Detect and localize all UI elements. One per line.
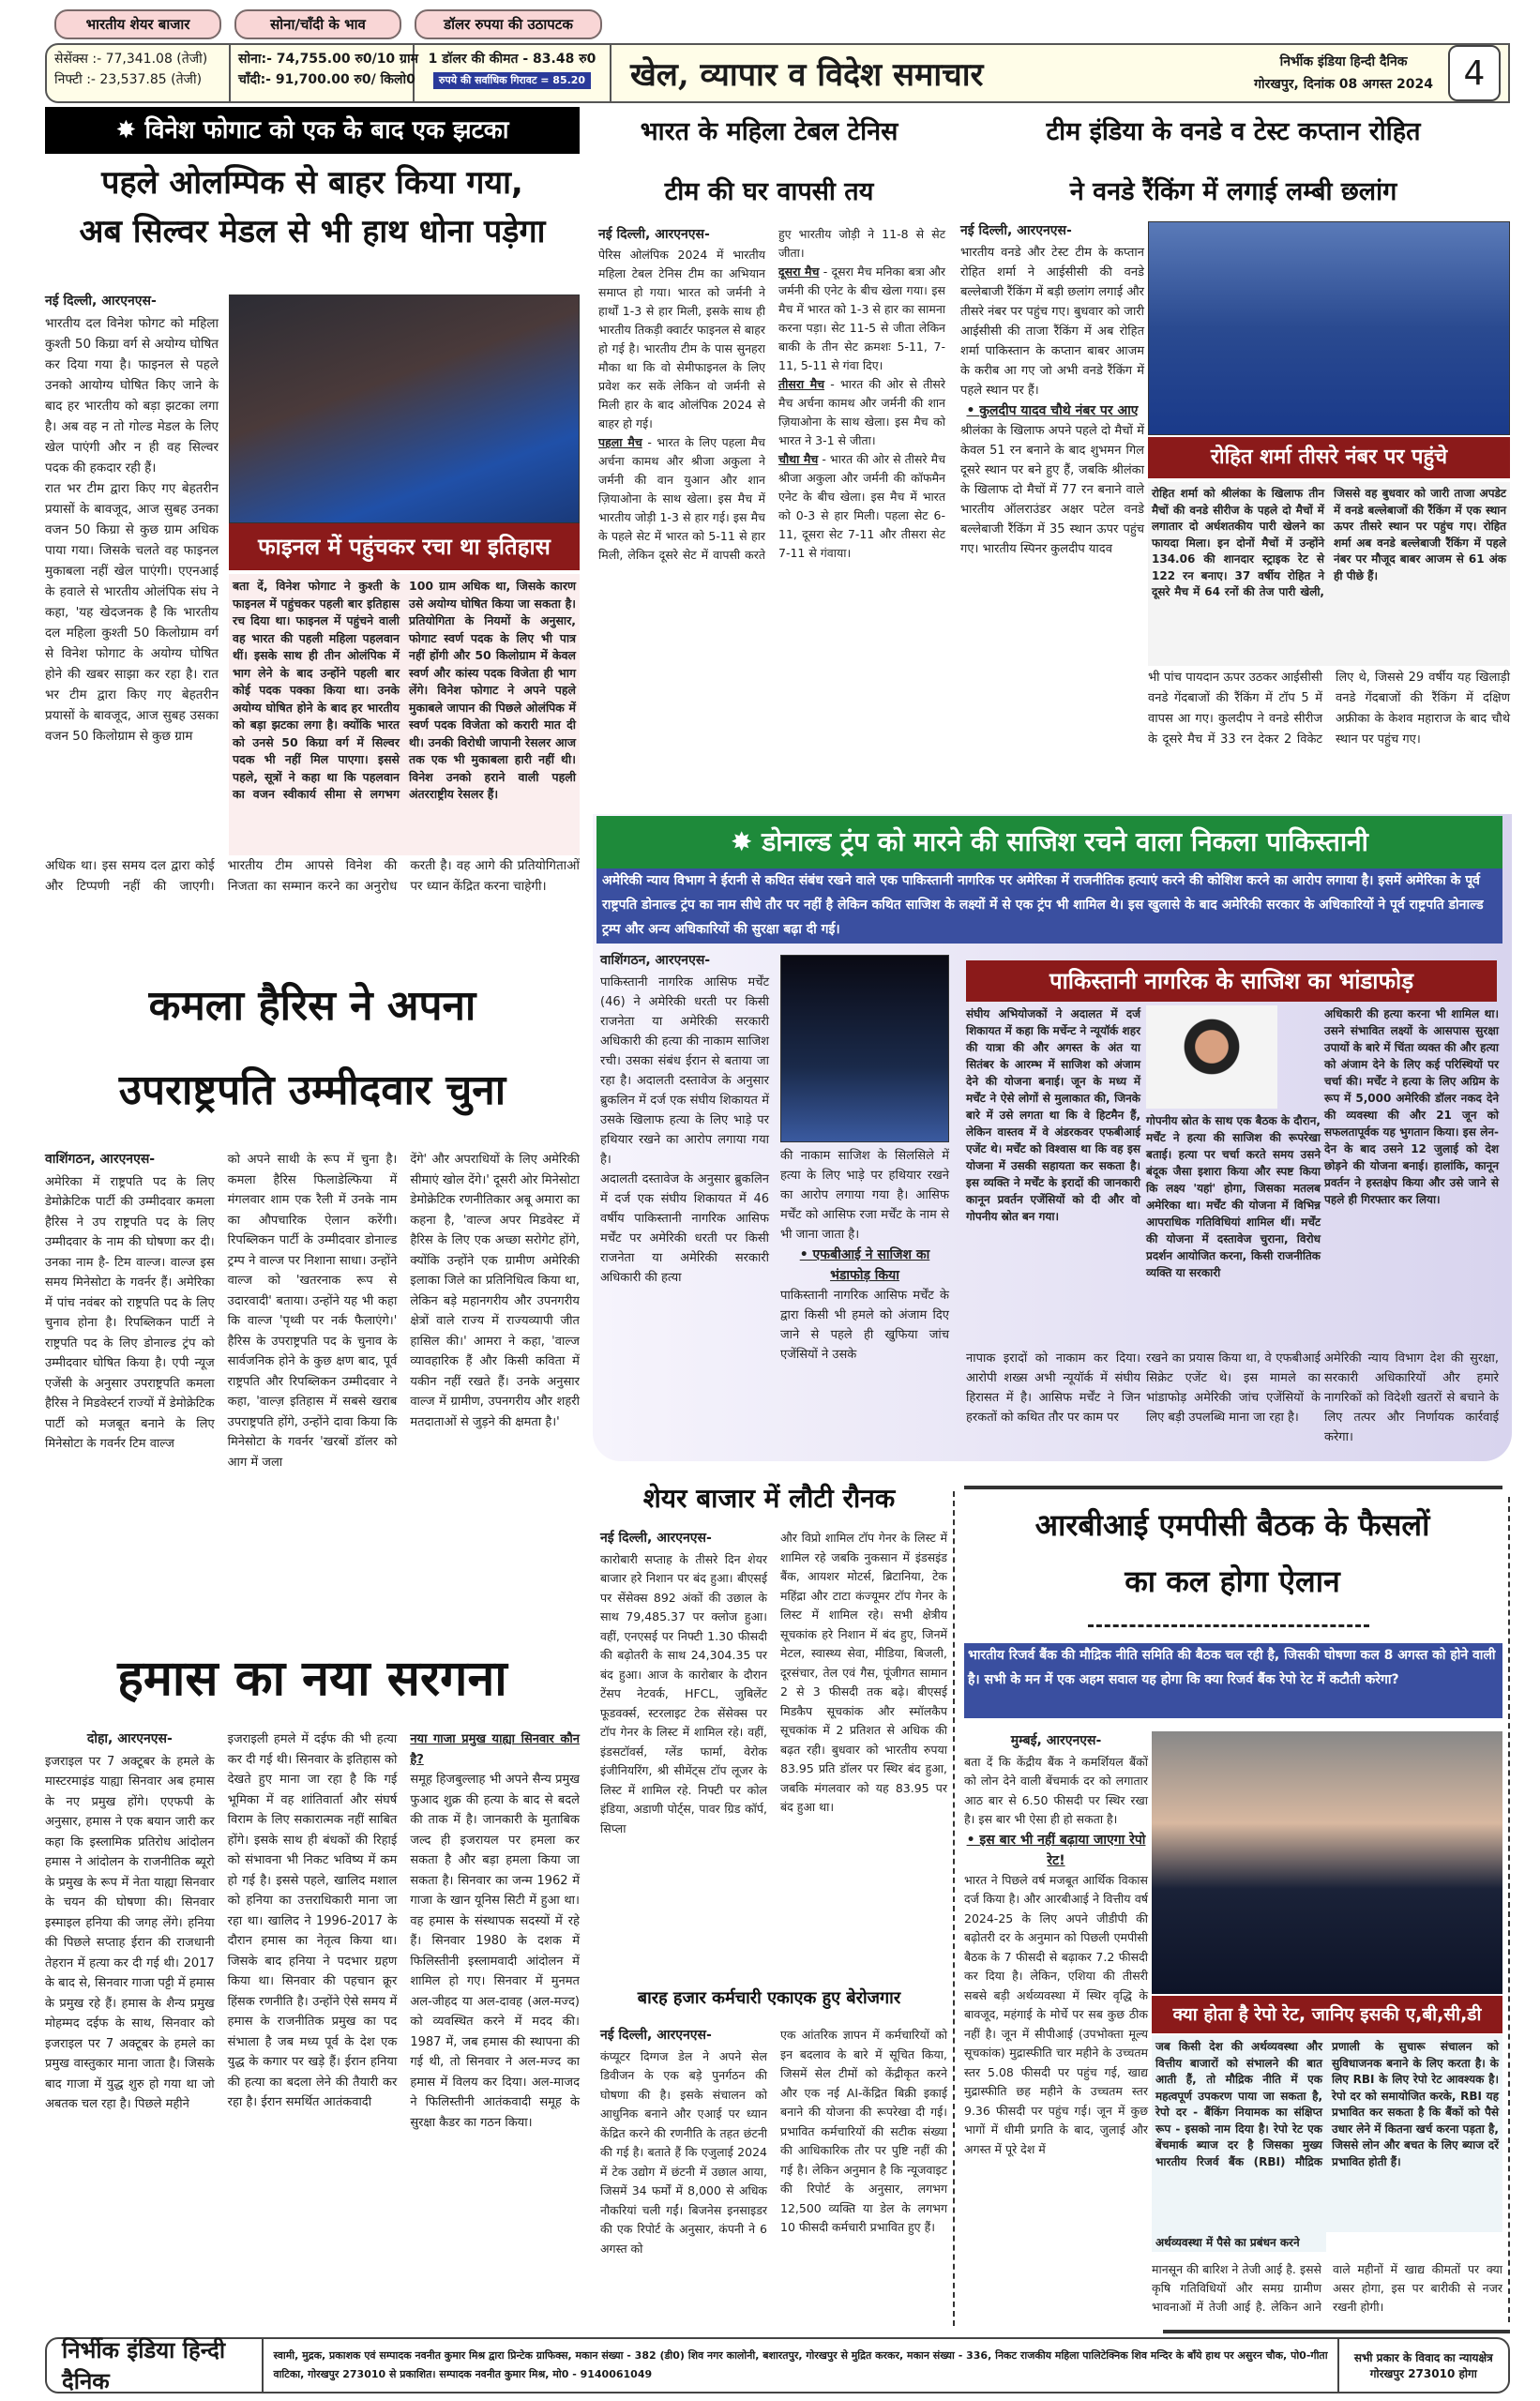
rbi-headline-1: आरबीआई एमपीसी बैठक के फैसलों xyxy=(1034,1507,1430,1543)
rbi-tail: मानसून की बारिश ने तेजी आई है. इससे कृषि गतिविधियों और समग्र ग्रामीण भावनाओं में तेजी आई है. लेकिन आने वाले महीनों में खाद्य कीमतों पर क्या असर होगा, इस पर बारीकी से नजर रखनी होगी। xyxy=(1152,2262,1502,2314)
rbi-para-2: भारत ने पिछले वर्ष मजबूत आर्थिक विकास दर्ज किया है। और आरबीआई ने वित्तीय वर्ष 2024-25 के लिए अपने जीडीपी की बढ़ोतरी दर के अनुमान को पिछली एमपीसी बैठक के 7 फीसदी से बढ़ाकर 7.2 फीसदी कर दिया है। लेकिन, एशिया की तीसरी सबसे बड़ी अर्थव्यवस्था में स्थिर वृद्धि के बावजूद, महंगाई के मोर्चे पर सब कुछ ठीक नहीं है। जून में सीपीआई (उपभोक्ता मूल्य सूचकांक) मुद्रास्फीति चार महीने के उच्चतम स्तर 5.08 फीसदी पर पहुंच गई, खाद्य मुद्रास्फीति छह महीने के उच्चतम स्तर 9.36 फीसदी पर पहुंच गई। जून में कुछ भागों में धीमी प्रगति के बाद, जुलाई और अगस्त में पूरे देश में xyxy=(964,1872,1148,2156)
rbi-photo-caption: क्या होता है रेपो रेट, जानिए इसकी ए,बी,सी,डी xyxy=(1152,1996,1502,2033)
kamala-para-2: को अपने साथी के रूप में चुना है। कमला हैरिस फिलाडेल्फिया में मंगलवार शाम एक रैली में उनके नाम का औपचारिक ऐलान करेंगी। रिपब्लिकन पार्टी के उम्मीदवार डोनाल्ड ट्रम्प ने वाल्ज पर निशाना साधा। उन्होंने वाल्ज को 'खतरनाक रूप से उदारवादी' बताया। उन्होंने यह भी कहा कि वाल्ज 'पृथ्वी पर नर्क फैलाएंगे।' हैरिस के उपराष्ट्रपति पद के चुनाव के सार्वजनिक होने के कुछ क्षण बाद, पूर्व राष्ट्रपति और रिपब्लिकन उम्मीदवार ने कहा, 'वाल्ज़ इतिहास में सबसे खराब उपराष्ट्रपति होंगे, उन्होंने दावा किया कि मिनेसोटा के गवर्नर 'खरबों डॉलर को आग में जला xyxy=(227,1153,398,1470)
trump-banner: ✸ डोनाल्ड ट्रंप को मारने की साजिश रचने वाला निकला पाकिस्तानी xyxy=(596,816,1502,868)
rbi-governor-photo xyxy=(1152,1731,1502,1994)
rbi-para-1: बता दें कि केंद्रीय बैंक ने कमर्शियल बैंकों को लोन देने वाली बेंचमार्क दर को लगातार आठ बार से 6.50 फीसदी पर स्थिर रखा है। इस बार भी ऐसा ही हो सकता है। xyxy=(964,1754,1148,1826)
market-para-2: और विप्रो शामिल टॉप गेनर के लिस्ट में शामिल रहे जबकि नुकसान में इंडसइंड बैंक, आयशर मोटर्स, ब्रिटानिया, टेक महिंद्रा और टाटा कंज्यूमर टॉप गेनर के लिस्ट में शामिल रहे। सभी क्षेत्रीय सूचकांक हरे निशान में बंद हुए, जिनमें मेटल, स्वास्थ्य सेवा, मीडिया, बिजली, दूरसंचार, तेल एवं गैस, पूंजीगत सामान 2 से 3 फीसदी तक बढ़े। बीएसई मिडकैप सूचकांक और स्मॉलकैप सूचकांक में 2 प्रतिशत से अधिक की बढ़त रही। बुधवार को भारतीय रुपया 83.95 प्रति डॉलर पर स्थिर बंद हुआ, जबकि मंगलवार को यह 83.95 पर बंद हुआ था। xyxy=(780,1531,947,1814)
trump-para-4: पाकिस्तानी नागरिक आसिफ मर्चेंट के द्वारा किसी भी हमले को अंजाम दिए जाने से पहले ही खुफिया जांच एजेंसियों ने उसके xyxy=(780,1289,949,1362)
layoffs-para-1: कंप्यूटर दिग्गज डेल ने अपने सेल डिवीजन के एक बड़े पुनर्गठन की घोषणा की है। इसके संचालन को आधुनिक बनाने और एआई पर ध्यान केंद्रित करने की रणनीति के तहत छंटनी की गई है। बताते हैं कि एजुलाई 2024 में टेक उद्योग में छंटनी में उछाल आया, जिसमें 34 फर्मों में 8,000 से अधिक नौकरियां चली गईं। बिजनेस इनसाइडर की एक रिपोर्ट के अनुसार, कंपनी ने 6 अगस्त को xyxy=(600,2048,767,2256)
hamas-dateline: दोहा, आरएनएस- xyxy=(86,1731,173,1746)
nifty-value: निफ्टी :- 23,537.85 (तेजी) xyxy=(54,72,203,87)
trump-summary: अमेरिकी न्याय विभाग ने ईरानी से कथित संबंध रखने वाले एक पाकिस्तानी नागरिक पर अमेरिका में राजनीतिक हत्याएं करने की कोशिश करने का आरोप लगाया है। इसमें अमेरिका के पूर्व राष्ट्रपति डोनाल्ड ट्रंप का नाम सीधे तौर पर नहीं है लेकिन कथित साजिश के लक्ष्यों में से एक ट्रंप भी शामिल थे। इस खुलासे के बाद अमेरिकी सरकार के अधिकारियों ने पूर्व राष्ट्रपति डोनाल्ड ट्रम्प और अन्य अधिकारियों की सुरक्षा बढ़ा दी गई। xyxy=(596,868,1502,944)
vinesh-tail: अधिक था। इस समय दल द्वारा कोई और टिप्पणी नहीं की जाएगी। भारतीय टीम आपसे विनेश की निजता का सम्मान करने का अनुरोध करती है। वह आगे की प्रतियोगिताओं पर ध्यान केंद्रित करना चाहेगी। xyxy=(45,858,580,894)
hamas-para-3: समूह हिजबुल्लाह भी अपने सैन्य प्रमुख फुआद शुक्र की हत्या के बाद से बदले की ताक में है। जानकारी के मुताबिक जल्द ही इजरायल पर हमला कर सकता है और बड़ा हमला किया जा सकता है। सिनवार का जन्म 1962 में गाजा के खान यूनिस सिटी में हुआ था। वह हमास के संस्थापक सदस्यों में रहे हैं। सिनवार 1980 के दशक में फिलिस्तीनी इस्लामवादी आंदोलन में शामिल हो गए। सिनवार में मुनमत अल-जीहद या अल-दावह (अल-मज्द) को व्यवस्थित करने में मदद की। 1987 में, जब हमास की स्थापना की गई थी, तो सिनवार ने अल-मज्द का हमास में विलय कर दिया। अल-माजद ने फिलिस्तीनी आतंकवादी समूह के सुरक्षा कैडर का गठन किया। xyxy=(410,1773,580,2130)
page-number: 4 xyxy=(1448,45,1501,101)
rohit-headline-2: ने वनडे रैंकिंग में लगाई लम्बी छलांग xyxy=(1069,177,1397,206)
trump-photo xyxy=(780,955,949,1142)
market-headline: शेयर बाजार में लौटी रौनक xyxy=(642,1483,896,1514)
kamala-dateline: वाशिंगठन, आरएनएस- xyxy=(45,1152,156,1167)
silver-price: चाँदी:- 91,700.00 रु0/ किलो0 xyxy=(238,72,415,87)
section-title: खेल, व्यापार व विदेश समाचार xyxy=(630,56,984,94)
vinesh-photo-caption: फाइनल में पहुंचकर रचा था इतिहास xyxy=(229,523,580,570)
rohit-dateline: नई दिल्ली, आरएनएस- xyxy=(960,223,1072,238)
rohit-para-1: भारतीय वनडे और टेस्ट टीम के कप्तान रोहित शर्मा ने आईसीसी की वनडे बल्लेबाजी रैंकिंग में बड़ी छलांग लगाई और तीसरे नंबर पर पहुंच गए। बुधवार को जारी आईसीसी की ताजा रैंकिंग में अब रोहित शर्मा पाकिस्तान के कप्तान बाबर आजम के करीब आ गए जो अभी वनडे रैंकिंग में पहले स्थान पर हैं। xyxy=(960,246,1144,398)
rohit-tail: भी पांच पायदान ऊपर उठकर आईसीसी वनडे गेंदबाजों की रैंकिंग में टॉप 5 में वापस आ गए। कुलदीप ने वनडे सीरीज के दूसरे मैच में 33 रन देकर 2 विकेट लिए थे, जिससे 29 वर्षीय यह खिलाड़ी वनडे गेंदबाजों की रैंकिंग में दक्षिण अफ्रीका के केशव महाराज के बाद चौथे स्थान पर पहुंच गए। xyxy=(1148,671,1510,747)
rupee-low-badge: रुपये की सर्वाधिक गिरावट = 85.20 xyxy=(433,72,591,89)
tt-match-3-label: तीसरा मैच xyxy=(778,377,825,391)
tt-match-4-label: चौथा मैच xyxy=(778,452,819,466)
share-market-cell xyxy=(47,45,231,101)
vinesh-body xyxy=(45,291,219,744)
tt-match-3: भारत की ओर से तीसरे मैच अर्चना कामथ और जर्मनी की शान ज़ियाओना के साथ खेला। इस मैच को भारत ने 3-1 से जीता। xyxy=(778,377,945,447)
trump-box-left: संघीय अभियोजकों ने अदालत में दर्ज शिकायत में कहा कि मर्चेन्ट ने न्यूयॉर्क शहर की यात्रा की और अगस्त के अंत या सितंबर के आरम्भ में साजिश को अंजाम देने की योजना बनाई। जून के मध्य में मर्चेंट ने ऐसे लोगों से मुलाकात की, जिनके बारे में उसे लगता था कि वे हिटमैन हैं, लेकिन वास्तव में वे अंडरकवर एफबीआई एजेंट थे। मर्चेंट को विश्वास था कि वह इस योजना में उसकी सहायता कर सकता है। इस व्यक्ति ने मर्चेंट के इरादों की जानकारी कानून प्रवर्तन एजेंसियों को दी और वो गोपनीय स्रोत बन गया। xyxy=(966,1007,1140,1223)
market-ticker xyxy=(45,43,611,103)
rbi-summary: भारतीय रिजर्व बैंक की मौद्रिक नीति समिति की बैठक चल रही है, जिसकी घोषणा कल 8 अगस्त को होने वाली है। सभी के मन में एक अहम सवाल यह होगा कि क्या रिजर्व बैंक रेपो रेट में कटौती करेगा? xyxy=(964,1643,1502,1718)
trump-body-right xyxy=(780,1146,949,1446)
vinesh-kicker: ✸ विनेश फोगाट को एक के बाद एक झटका xyxy=(45,107,580,154)
rbi-body-left xyxy=(964,1731,1148,2332)
paper-name: निर्भीक इंडिया हिन्दी दैनिक xyxy=(1279,54,1408,69)
rohit-headline-1: टीम इंडिया के वनडे व टेस्ट कप्तान रोहित xyxy=(1046,117,1421,146)
tt-match-1: भारत के लिए पहला मैच अर्चना कामथ और श्रीजा अकुला ने जर्मनी की वान युआन और शान ज़ियाओना के साथ खेला। इस मैच में भारतीय जोड़ी 1-3 से हार गई। इस मैच के पहले सेट में भारत को 5-11 से हार मिली, लेकिन दूसरे सेट में वापसी करते हुए भारतीय जोड़ी ने 11-8 से सेट जीता। xyxy=(598,227,945,562)
trump-box-bottom-3: अमेरिकी न्याय विभाग देश की सुरक्षा, सरकारी अधिकारियों और हमारे नागरिकों को विदेशी खतरों से बचाने के लिए तत्पर और निर्णायक कार्रवाई करेगा। xyxy=(1324,1352,1499,1444)
tt-para-1: पेरिस ओलंपिक 2024 में भारतीय महिला टेबल टेनिस टीम का अभियान समाप्त हो गया। भारत को जर्मनी ने हार्थों 1-3 से हार मिली, इसके साथ ही भारतीय तिकड़ी क्वार्टर फाइनल से बाहर हो गई है। भारतीय टीम के पास सुनहरा मौका था कि वो सेमीफाइनल के लिए प्रवेश कर सकें लेकिन वो जर्मनी से मिली हार के बाद ओलंपिक 2024 से बाहर हो गई। xyxy=(598,248,765,430)
rohit-subhead: • कुलदीप यादव चौथे नंबर पर आए xyxy=(966,403,1139,418)
tt-headline-2: टीम की घर वापसी तय xyxy=(664,177,874,206)
kamala-headline-1: कमला हैरिस ने अपना xyxy=(148,982,476,1030)
tt-match-2: दूसरा मैच मनिका बत्रा और जर्मनी की एनेट के बीच खेला गया। इस मैच में भारत को 1-3 से हार का सामना करना पड़ा। सेट 11-5 से जीता लेकिन बाकी के तीन सेट क्रमशः 5-11, 7-11, 5-11 से गंवा दिए। xyxy=(778,264,945,372)
rbi-caption-body: जब किसी देश की अर्थव्यवस्था और वित्तीय बाजारों को संभालने की बात आती हैं, तो मौद्रिक नीति में एक महत्वपूर्ण उपकरण पाया जा सकता है, रेपो दर - बैंकिंग नियामक का संक्षिप्त रूप - इसको नाम दिया है। रेपो रेट एक बेंचमार्क ब्याज दर है जिसका मुख्य भारतीय रिजर्व बैंक (RBI) मौद्रिक प्रणाली के सुचारू संचालन को सुविधाजनक बनाने के लिए करता है। के लिए RBI के लिए रेपो रेट आवश्यक है। रेपो दर को समायोजित करके, RBI यह प्रभावित कर सकता है कि बैंकों को पैसे उधार लेने में कितना खर्च करना पड़ता है, जिससे लोन और बचत के लिए ब्याज दरें प्रभावित होती हैं। xyxy=(1152,2035,1502,2232)
dollar-price: 1 डॉलर की कीमत - 83.48 रु0 xyxy=(428,52,596,67)
tt-body: नई दिल्ली, आरएनएस- पेरिस ओलंपिक 2024 में भारतीय महिला टेबल टेनिस टीम का अभियान समाप्त हो गया। भारत को जर्मनी ने हार्थों 1-3 से हार मिली, इसके साथ ही भारतीय तिकड़ी क्वार्टर फाइनल से बाहर हो गई है। भारतीय टीम के पास सुनहरा मौका था कि वो सेमीफाइनल के लिए प्रवेश कर सकें लेकिन वो जर्मनी से मिली हार के बाद ओलंपिक 2024 से बाहर हो गई। पहला मैच - भारत के लिए पहला मैच अर्चना कामथ और श्रीजा अकुला ने जर्मनी की वान युआन और शान ज़ियाओना के साथ खेला। इस मैच में भारतीय जोड़ी 1-3 से हार गई। इस मैच के पहले सेट में भारत को 5-11 से हार मिली, लेकिन दूसरे सेट में वापसी करते हुए भारतीय जोड़ी ने 11-8 से सेट जीता। दूसरा मैच - दूसरा मैच मनिका बत्रा और जर्मनी की एनेट के बीच खेला गया। इस मैच में भारत को 1-3 से हार का सामना करना पड़ा। सेट 11-5 से जीता लेकिन बाकी के तीन सेट क्रमशः 5-11, 7-11, 5-11 से गंवा दिए। तीसरा मैच - भारत की ओर से तीसरे मैच अर्चना कामथ और जर्मनी की शान ज़ियाओना के साथ खेला। इस मैच को भारत ने 3-1 से जीता। चौथा मैच - भारत की ओर से तीसरे मैच श्रीजा अकुला और जर्मनी की कॉफमैन एनेट के बीच खेला। इस मैच में भारत को 0-3 से हार मिली। पहला सेट 6-11, दूसरा सेट 7-11 और तीसरा सेट 7-11 से गंवाया। xyxy=(598,227,946,562)
rbi-dash-rule xyxy=(1088,1624,1369,1627)
vinesh-para-2: रात भर टीम द्वारा किए गए बेहतरीन प्रयासों के बावजूद, आज सुबह उनका वजन 50 किग्रा से कुछ ग्राम अधिक पाया गया। जिसके चलते वह फाइनल मुकाबला नहीं खेल पाएंगी। एएनआई के हवाले से भारतीय ओलंपिक संघ ने कहा, 'यह खेदजनक है कि भारतीय दल महिला कुश्ती 50 किलोग्राम वर्ग से विनेश फोगाट के अयोग्य घोषित होने की खबर साझा कर रहा है। रात भर टीम द्वारा किए गए बेहतरीन प्रयासों के बावजूद, आज सुबह उसका वजन 50 किलोग्राम से कुछ ग्राम xyxy=(45,481,219,744)
market-right-rule xyxy=(953,1491,955,2326)
market-body xyxy=(600,1529,947,1960)
footer-rule xyxy=(1163,2330,1510,2333)
sensex-value: सेसेंक्स :- 77,341.08 (तेजी) xyxy=(54,52,208,67)
trump-box-title: पाकिस्तानी नागरिक के साजिश का भांडाफोड़ xyxy=(966,960,1497,1002)
trump-subhead: • एफबीआई ने साजिश का भंडाफोड़ किया xyxy=(799,1247,930,1283)
layoffs-body xyxy=(600,2026,947,2330)
masthead xyxy=(611,43,1510,103)
kamala-headline-2: उपराष्ट्रपति उम्मीदवार चुना xyxy=(118,1066,506,1114)
rbi-subhead: • इस बार भी नहीं बढ़ाया जाएगा रेपो रेट! xyxy=(966,1832,1146,1868)
vinesh-headline-2: अब सिल्वर मेडल से भी हाथ धोना पड़ेगा xyxy=(79,213,546,250)
tt-dateline: नई दिल्ली, आरएनएस- xyxy=(598,227,710,242)
trump-para-2: अदालती दस्तावेज के अनुसार ब्रुकलिन में दर्ज एक संघीय शिकायत में 46 वर्षीय पाकिस्तानी नागरिक आसिफ मर्चेंट पर अमेरिकी धरती पर किसी राजनेता या अमेरिकी सरकारी अधिकारी की हत्या xyxy=(600,1172,769,1285)
tt-match-2-label: दूसरा मैच xyxy=(778,264,820,279)
rbi-dateline: मुम्बई, आरएनएस- xyxy=(1010,1733,1102,1748)
footer xyxy=(45,2337,1510,2393)
trump-dateline: वाशिंगठन, आरएनएस- xyxy=(600,953,711,968)
imprint-line-1: स्वामी, मुद्रक, प्रकाशक एवं सम्पादक नवनीत कुमार मिश्र द्वारा प्रिन्टेक ग्राफिक्स, मकान संख्या - 382 (डी0) शिव नगर कालोनी, बशारतपुर, गोरखपुर से मुद्रित करकर, मकान संख्या - 336, निकट राजकीय महिला पालिटेक्निक शिव मन्दिर के बाँये हाथ पर असुरन चौक, पो0-गीता xyxy=(273,2349,1328,2362)
vinesh-dateline: नई दिल्ली, आरएनएस- xyxy=(45,294,157,309)
rbi-headline-2: का कल होगा ऐलान xyxy=(1125,1563,1340,1599)
rohit-photo xyxy=(1148,221,1510,435)
kamala-para-1: अमेरिका में राष्ट्रपति पद के लिए डेमोक्रेटिक पार्टी की उम्मीदवार कमला हैरिस ने उप राष्ट्रपति पद के लिए उम्मीदवार के नाम की घोषणा कर दी। उनका नाम है- टिम वाल्ज। वाल्ज इस समय मिनेसोटा के गवर्नर हैं। अमेरिका में पांच नवंबर को राष्ट्रपति पद के लिए चुनाव होना है। रिपब्लिकन पार्टी ने राष्ट्रपति पद के लिए डोनाल्ड ट्रंप को उम्मीदवार घोषित किया है। एपी न्यूज एजेंसी के अनुसार उपराष्ट्रपति कमला हैरिस ने मिडवेस्टर्न राज्यों में डेमोक्रेटिक पार्टी को मजबूत बनाने के लिए मिनेसोटा के गवर्नर टिम वाल्ज xyxy=(45,1174,215,1451)
kamala-body xyxy=(45,1150,580,1619)
rohit-body xyxy=(960,221,1144,662)
pill-gold-silver: सोना/चाँदी के भाव xyxy=(234,9,401,39)
layoffs-para-2: एक आंतरिक ज्ञापन में कर्मचारियों को इन बदलाव के बारे में सूचित किया, जिसमें सेल टीमों को केंद्रीकृत करने और एक नई AI-केंद्रित बिक्री इकाई बनाने की योजना की रूपरेखा दी गई। प्रभावित कर्मचारियों की सटीक संख्या की आधिकारिक तौर पर पुष्टि नहीं की गई है। लेकिन अनुमान है कि न्यूजवाइट की रिपोर्ट के अनुसार, लगभग 12,500 व्यक्ति या डेल के लगभग 10 फीसदी कर्मचारी प्रभावित हुए हैं। xyxy=(780,2028,947,2234)
dollar-cell xyxy=(415,45,610,101)
trump-body-left xyxy=(600,951,769,1448)
hamas-para-2: इजराइली हमले में दईफ की भी हत्या कर दी गई थी। सिनवार के इतिहास को देखते हुए माना जा रहा है कि गई भूमिका में वह शांतिवार्ता और संघर्ष विराम के लिए सकारात्मक नहीं साबित होंगे। इसके साथ ही बंधकों की रिहाई को संभावना भी निकट भविष्य में कम हो गई है। इससे पहले, खालिद मशाल को हनिया का उत्तराधिकारी माना जा रहा था। खालिद ने 1996-2017 के दौरान हमास का नेतृत्व किया था। जिसके बाद हनिया ने पदभार ग्रहण किया था। सिनवार की पहचान क्रूर हिंसक रणनीति है। उन्होंने ऐसे समय में हमास के राजनीतिक प्रमुख का पद संभाला है जब मध्य पूर्व के देश एक युद्ध के कगार पर खड़े हैं। ईरान हनिया की हत्या का बदला लेने की तैयारी कर रहा है। ईरान समर्थित आतंकवादी xyxy=(227,1732,398,2109)
footer-jurisdiction: सभी प्रकार के विवाद का न्यायक्षेत्र गोरखपुर 273010 होगा xyxy=(1337,2339,1508,2392)
trump-box-right: अधिकारी की हत्या करना भी शामिल था। उसने संभावित लक्ष्यों के आसपास सुरक्षा उपायों के बारे में चिंता व्यक्त की और हत्या को अंजाम देने के लिए कई परिस्थियों पर चर्चा की। मर्चेंट ने हत्या के लिए अग्रिम के रूप में 5,000 अमेरिकी डॉलर नकद देने की व्यवस्था की और 21 जून को सफलतापूर्वक यह भुगतान किया। इस लेन-देन के बाद उसने 12 जुलाई को देश छोड़ने की योजना बनाई। हालांकि, कानून प्रवर्तन ने हस्तक्षेप किया और उसे जाने से पहले ही गिरफ्तार कर लिया। xyxy=(1324,1007,1499,1206)
vinesh-caption-body: बता दें, विनेश फोगाट ने कुश्ती के फाइनल में पहुंचकर पहली बार इतिहास रच दिया था। फाइनल में पहुंचने वाली वह भारत की पहली महिला पहलवान थीं। इसके साथ ही तीन ओलंपिक में भाग लेने के बाद उन्होंने पहली बार कोई पदक पक्का किया था। उनके अयोग्य घोषित होने के बाद हर भारतीय को बड़ा झटका लगा है। क्योंकि भारत को उनसे 50 किग्रा वर्ग में सिल्वर पदक भी नहीं मिल पाएगा। इससे पहले, सूत्रों ने कहा था कि पहलवान का वजन स्वीकार्य सीमा से लगभग 100 ग्राम अधिक था, जिसके कारण उसे अयोग्य घोषित किया जा सकता है। प्रतियोगिता के नियमों के अनुसार, फोगाट स्वर्ण पदक के लिए भी पात्र नहीं होंगी और 50 किलोग्राम में केवल स्वर्ण और कांस्य पदक विजेता ही भाग लेंगे। विनेश फोगाट ने अपने पहले मुकाबले जापान की पिछले ओलंपिक में स्वर्ण पदक विजेता को करारी मात दी थी। उनकी विरोधी जापानी रेसलर आज तक एक भी मुकाबला हारी नहीं थी। विनेश उनको हराने वाली पहली अंतरराष्ट्रीय रेसलर हैं। xyxy=(229,574,580,855)
market-dateline: नई दिल्ली, आरएनएस- xyxy=(600,1531,712,1546)
pill-share-market: भारतीय शेयर बाजार xyxy=(54,9,221,39)
hamas-subhead: नया गाजा प्रमुख याह्या सिनवार कौन है? xyxy=(410,1732,580,1767)
layoffs-headline: बारह हजार कर्मचारी एकाएक हुए बेरोजगार xyxy=(637,1988,901,2008)
edition-date: गोरखपुर, दिनांक 08 अगस्त 2024 xyxy=(1254,77,1433,92)
rohit-caption-body: रोहित शर्मा को श्रीलंका के खिलाफ तीन मैचों की वनडे सीरीज के पहले दो मैचों में लगातार दो अर्धशतकीय पारी खेलने का फायदा मिला। इन दोनों मैचों में उन्होंने 134.06 की शानदार स्ट्राइक रेट से 122 रन बनाए। 37 वर्षीय रोहित ने दूसरे मैच में 64 रनों की तेज पारी खेली, जिससे वह बुधवार को जारी ताजा अपडेट में वनडे बल्लेबाजों की रैंकिंग में एक स्थान ऊपर तीसरे स्थान पर पहुंच गए। रोहित शर्मा अब वनडे बल्लेबाजी रैंकिंग में पहले नंबर पर मौजूद बाबर आजम से 61 अंक ही पीछे हैं। xyxy=(1148,482,1510,666)
trump-para-1: पाकिस्तानी नागरिक आसिफ मर्चेंट (46) ने अमेरिकी धरती पर किसी राजनेता या अमेरिकी सरकारी अधिकारी की हत्या की नाकाम साजिश रची। उसका संबंध ईरान से बताया जा रहा है। अदालती दस्तावेज के अनुसार ब्रुकलिन में दर्ज एक संघीय शिकायत में उसके खिलाफ हत्या के लिए भाड़े पर हथियार रखने का आरोप लगाया गया है। xyxy=(600,975,769,1167)
merchant-photo xyxy=(1146,1005,1277,1109)
rbi-top-rule xyxy=(964,1486,1502,1489)
masthead-meta xyxy=(1254,51,1433,96)
hamas-body xyxy=(45,1729,580,2330)
trump-box-bottom-2: रखने का प्रयास किया था, वे एफबीआई सिक्रेट एजेंट थे। इस मामले का भांडाफोड़ अमेरिकी जांच एजेंसियों के लिए बड़ी उपलब्धि माना जा रहा है। xyxy=(1146,1352,1321,1425)
rohit-para-2: श्रीलंका के खिलाफ अपने पहले दो मैचों में केवल 51 रन बनाने के बाद शुभमन गिल दूसरे स्थान पर बने हुए हैं, जबकि श्रीलंका के खिलाफ दो मैचों में 77 रन बनाने वाले भारतीय ऑलराउंडर अक्षर पटेल वनडे बल्लेबाजी रैंकिंग में 35 स्थान ऊपर पहुंच गए। भारतीय स्पिनर कुलदीप यादव xyxy=(960,424,1144,556)
gold-price: सोना:- 74,755.00 रु0/10 ग्राम xyxy=(238,52,418,67)
rbi-caption-sub: अर्थव्यवस्था में पैसे का प्रबंधन करने xyxy=(1152,2232,1326,2252)
footer-logo: निर्भीक इंडिया हिन्दी दैनिक xyxy=(47,2339,264,2392)
hamas-headline: हमास का नया सरगना xyxy=(117,1650,507,1707)
tt-headline-1: भारत के महिला टेबल टेनिस xyxy=(640,117,898,146)
gold-silver-cell xyxy=(231,45,418,101)
vinesh-headline-1: पहले ओलम्पिक से बाहर किया गया, xyxy=(101,164,523,202)
pill-dollar-rupee: डॉलर रुपया की उठापटक xyxy=(415,9,602,39)
hamas-para-1: इजराइल पर 7 अक्टूबर के हमले के मास्टरमाइंड याह्या सिनवार अब हमास के नए प्रमुख होंगे। एएफपी के अनुसार, हमास ने एक बयान जारी कर कहा कि इस्लामिक प्रतिरोध आंदोलन हमास ने आंदोलन के राजनीतिक ब्यूरो के प्रमुख के रूप में नेता याह्या सिनवार के चयन की घोषणा की। सिनवार इस्माइल हनिया की जगह लेंगे। हनिया की पिछले सप्ताह ईरान की राजधानी तेहरान में हत्या कर दी गई थी। 2017 के बाद से, सिनवार गाजा पट्टी में हमास के प्रमुख रहे हैं। हमास के शैन्य प्रमुख मोहम्मद दईफ के साथ, सिनवार को इजराइल पर 7 अक्टूबर के हमले का प्रमुख वास्तुकार माना जाता है। जिसके बाद गाजा में युद्ध शुरु हो गया था जो अबतक चल रहा है। पिछले महीने xyxy=(45,1754,215,2111)
kamala-para-3: देंगे' और अपराधियों के लिए अमेरिकी सीमाएं खोल देंगे।' दूसरी ओर मिनेसोटा डेमोक्रेटिक रणनीतिकार अबू अमारा का कहना है, 'वाल्ज अपर मिडवेस्ट में हैरिस के लिए एक अच्छा सरोगेट होंगे, क्योंकि उन्होंने एक ग्रामीण अमेरिकी इलाका जिले का प्रतिनिधित्व किया था, लेकिन बड़े महानगरीय और उपनगरीय क्षेत्रों वाले राज्य में राज्यव्यापी जीत हासिल की।' आमरा ने कहा, 'वाल्ज व्यावहारिक हैं और किसी कविता में यकीन नहीं रखते हैं। उनके अनुसार वाल्ज में ग्रामीण, उपनगरीय और शहरी मतदाताओं से जुड़ने की क्षमता है।' xyxy=(410,1153,580,1429)
layoffs-dateline: नई दिल्ली, आरएनएस- xyxy=(600,2028,712,2043)
rohit-photo-caption: रोहित शर्मा तीसरे नंबर पर पहुंचे xyxy=(1148,437,1510,478)
trump-para-3: की नाकाम साजिश के सिलसिले में हत्या के लिए भाड़े पर हथियार रखने का आरोप लगाया गया है। आसिफ मर्चेंट को आसिफ रजा मर्चेंट के नाम से भी जाना जाता है। xyxy=(780,1149,949,1242)
tt-match-4: भारत की ओर से तीसरे मैच श्रीजा अकुला और जर्मनी की कॉफमैन एनेट के बीच खेला। इस मैच में भारत को 0-3 से हार मिली। पहला सेट 6-11, दूसरा सेट 7-11 और तीसरा सेट 7-11 से गंवाया। xyxy=(778,452,946,560)
market-para-1: कारोबारी सप्ताह के तीसरे दिन शेयर बाजार हरे निशान पर बंद हुआ। बीएसई पर सेंसेक्स 892 अंकों की उछाल के साथ 79,485.37 पर क्लोज हुआ। वहीं, एनएसई पर निफ्टी 1.30 फीसदी की बढ़ोतरी के साथ 24,304.35 पर बंद हुआ। आज के कारोबार के दौरान टेंसप नेटवर्क, HFCL, जुबिलेंट फूडवर्क्स, स्टरलाइट टेक सेंसेक्स पर टॉप गेनर के लिस्ट में शामिल रहे। वहीं, इंडसटॉवर्स, ग्लेंड फार्मा, वेरोक इंजीनियरिंग, श्री सीमेंट्स टॉप लूजर के लिस्ट में शामिल रहे. निफ्टी पर कोल इंडिया, अडाणी पोर्ट्स, पावर ग्रिड कॉर्प, सिप्ला xyxy=(600,1551,767,1835)
tt-match-1-label: पहला मैच xyxy=(598,435,642,449)
footer-imprint xyxy=(264,2347,1336,2384)
imprint-line-2: वाटिका, गोरखपुर 273010 से प्रकाशित। सम्पादक नवनीत कुमार मिश्र, मो0 - 9140061049 xyxy=(273,2368,653,2380)
vinesh-para-1: भारतीय दल विनेश फोगट को महिला कुश्ती 50 किग्रा वर्ग से अयोग्य घोषित कर दिया गया है। फाइनल से पहले उनको आयोग्य घोषित किए जाने के बाद हर भारतीय को बड़ा झटका लगा है। अब वह न तो गोल्ड मेडल के लिए खेल पाएंगी और न ही वह सिल्वर पदक की हकदार रही हैं। xyxy=(45,316,219,476)
rbi-right-rule xyxy=(1508,1497,1510,2322)
vinesh-photo xyxy=(229,294,580,523)
trump-box-bottom-1: नापाक इरादों को नाकाम कर दिया। आरोपी शख्स अभी न्यूयॉर्क में संघीय हिरासत में है। आसिफ मर्चेंट ने जिन हरकतों को कथित तौर पर काम पर xyxy=(966,1352,1140,1425)
trump-box-mid: गोपनीय स्रोत के साथ एक बैठक के दौरान, मर्चेंट ने हत्या की साजिश की रूपरेखा बताई। हत्या पर चर्चा करते समय उसने बंदूक जैसा इशारा किया और स्पष्ट किया कि लक्ष्य 'यहां' होगा, जिसका मतलब अमेरिका था। मर्चेंट की योजना में विभिन्न आपराधिक गतिविधियां शामिल थीं। मर्चेंट की योजना में दस्तावेज चुराना, विरोध प्रदर्शन आयोजित करना, किसी राजनीतिक व्यक्ति या सरकारी xyxy=(1146,1114,1321,1279)
